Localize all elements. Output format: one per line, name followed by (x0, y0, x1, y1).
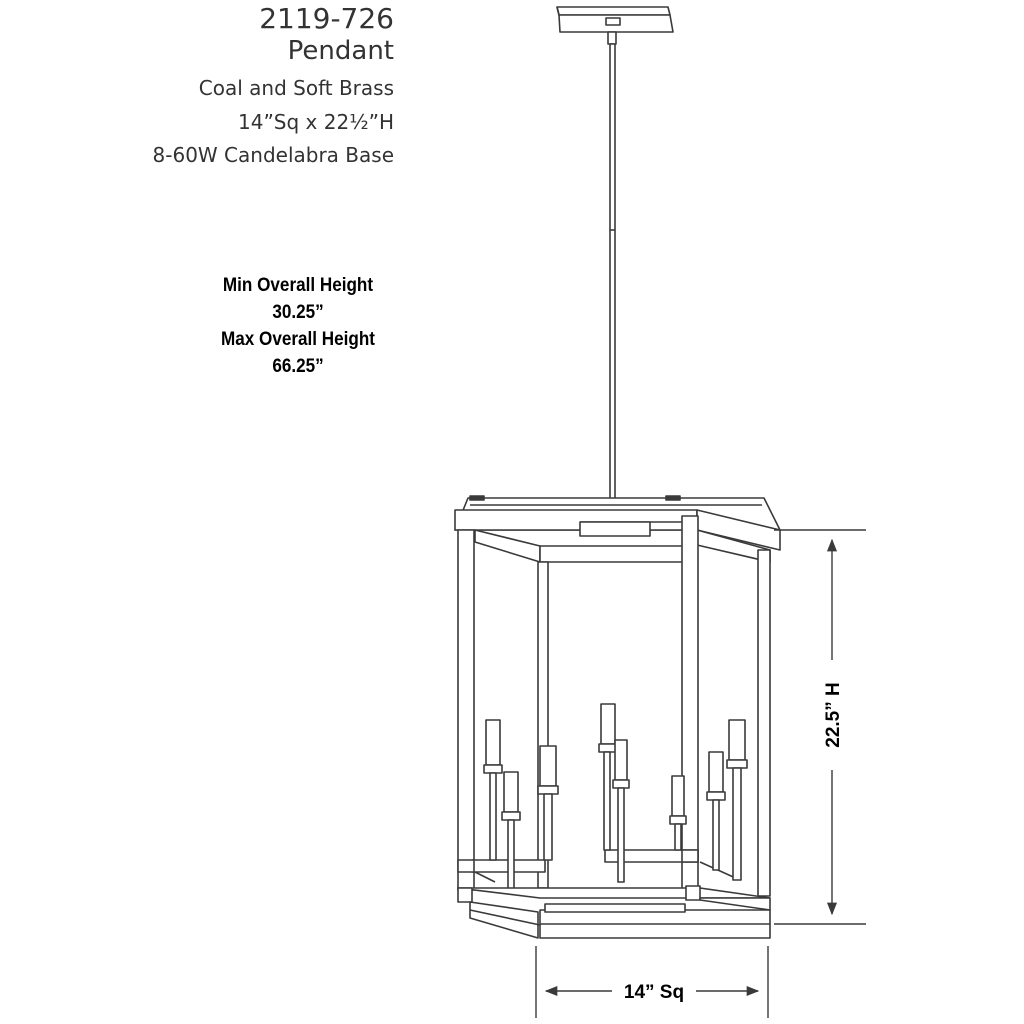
min-height-label: Min Overall Height (222, 275, 374, 296)
height-dimension-label: 22.5” H (823, 682, 844, 748)
bottom-frame (458, 886, 770, 938)
width-dimension-label: 14” Sq (623, 982, 685, 1003)
height-dimension (774, 530, 866, 924)
max-height-value: 66.25” (272, 356, 324, 377)
size-text: 14”Sq x 22½”H (238, 110, 394, 134)
bulb-text: 8-60W Candelabra Base (152, 143, 394, 167)
min-height-value: 30.25” (272, 302, 324, 323)
top-frame (455, 496, 780, 562)
finish-text: Coal and Soft Brass (198, 76, 394, 100)
pendant-stem (608, 32, 616, 500)
max-height-label: Max Overall Height (221, 329, 375, 350)
model-number: 2119-726 (259, 2, 394, 35)
ceiling-canopy (557, 7, 673, 32)
product-type: Pendant (287, 36, 394, 66)
